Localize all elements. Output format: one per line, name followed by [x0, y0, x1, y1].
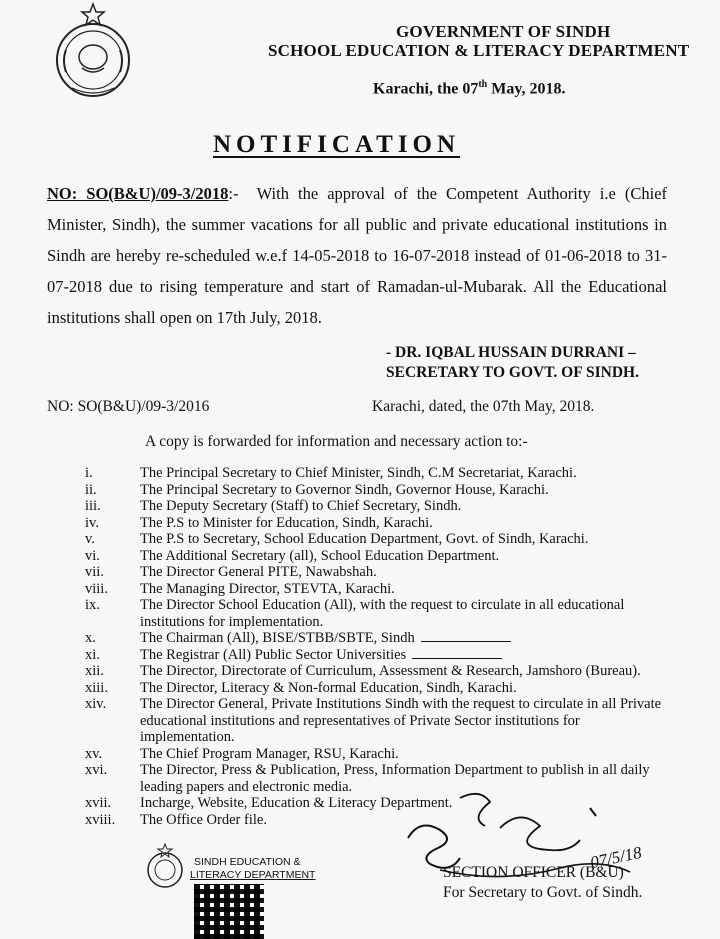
page-title: NOTIFICATION	[213, 131, 461, 158]
list-item: x. The Chairman (All), BISE/STBB/SBTE, Sindh	[85, 630, 665, 647]
list-item: i. The Principal Secretary to Chief Minister, Sindh, C.M Secretariat, Karachi.	[85, 465, 577, 481]
list-item: xiii. The Director, Literacy & Non-formal Education, Sindh, Karachi.	[85, 679, 517, 696]
list-item: iii. The Deputy Secretary (Staff) to Chief Secretary, Sindh.	[85, 498, 462, 514]
list-item: xviii. The Office Order file.	[85, 811, 267, 828]
copy-date: Karachi, dated, the 07th May, 2018.	[372, 398, 595, 415]
list-item: viii. The Managing Director, STEVTA, Karachi.	[85, 580, 395, 597]
list-item: ix. The Director School Education (All), with the request to circulate in all educational institutions for implementation.	[85, 597, 625, 630]
list-item: xiv. The Director General, Private Institutions Sindh with the request to circulate in all Private educational institutions and representatives of Private Sector institutions for implementation.	[85, 696, 662, 745]
notification-body	[47, 178, 667, 333]
notification-ref: NO: SO(B&U)/09-3/2018	[47, 184, 229, 203]
recipient-list	[85, 465, 665, 828]
signatory-designation: SECRETARY TO GOVT. OF SINDH.	[386, 364, 639, 381]
list-item: xi. The Registrar (All) Public Sector Universities	[85, 647, 665, 664]
section-officer-title: SECTION OFFICER (B&U)	[443, 864, 624, 881]
list-item: xii. The Director, Directorate of Curriculum, Assessment & Research, Jamshoro (Bureau).	[85, 663, 641, 679]
header-department: SCHOOL EDUCATION & LITERACY DEPARTMENT	[268, 41, 690, 60]
emblem-icon	[144, 842, 186, 890]
government-emblem-icon	[52, 2, 134, 102]
copy-ref: NO: SO(B&U)/09-3/2016	[47, 398, 210, 415]
copy-intro: A copy is forwarded for information and necessary action to:-	[145, 433, 528, 450]
qr-code-icon	[194, 884, 264, 939]
section-officer-for: For Secretary to Govt. of Sindh.	[443, 884, 643, 901]
list-item: xvi. The Director, Press & Publication, Press, Information Department to publish in all daily leading papers and electronic media.	[85, 762, 650, 795]
list-item: v. The P.S to Secretary, School Education Department, Govt. of Sindh, Karachi.	[85, 531, 589, 547]
blank-line	[412, 647, 502, 659]
list-item: xv. The Chief Program Manager, RSU, Karachi.	[85, 745, 399, 762]
header-date: Karachi, the 07th May, 2018.	[373, 79, 566, 98]
stamp-line-2: LITERACY DEPARTMENT	[190, 869, 316, 881]
handwritten-date: 07/5/18	[588, 842, 644, 873]
notification-text: With the approval of the Competent Authority i.e (Chief Minister, Sindh), the summer vacations for all public and private educational institutions in Sindh are hereby re-scheduled w.e.f 14-05-2018 to 16-07-2018 instead of 01-06-2018 to 31-07-2018 due to rising temperature and start of Ramadan-ul-Mubarak. All the Educational institutions shall open on 17th July, 2018.	[47, 184, 668, 327]
stamp-line-1: SINDH EDUCATION &	[194, 856, 301, 868]
department-stamp	[142, 836, 322, 939]
list-item: xvii. Incharge, Website, Education & Literacy Department.	[85, 795, 453, 811]
list-item: vii. The Director General PITE, Nawabshah.	[85, 564, 377, 580]
list-item: ii. The Principal Secretary to Governor Sindh, Governor House, Karachi.	[85, 481, 549, 498]
list-item: vi. The Additional Secretary (all), School Education Department.	[85, 547, 500, 564]
notification-ref-sep: :-	[228, 184, 239, 203]
signatory-name: - DR. IQBAL HUSSAIN DURRANI –	[386, 344, 636, 361]
blank-line	[421, 630, 511, 642]
list-item: iv. The P.S to Minister for Education, Sindh, Karachi.	[85, 514, 433, 531]
header-government: GOVERNMENT OF SINDH	[396, 22, 611, 41]
